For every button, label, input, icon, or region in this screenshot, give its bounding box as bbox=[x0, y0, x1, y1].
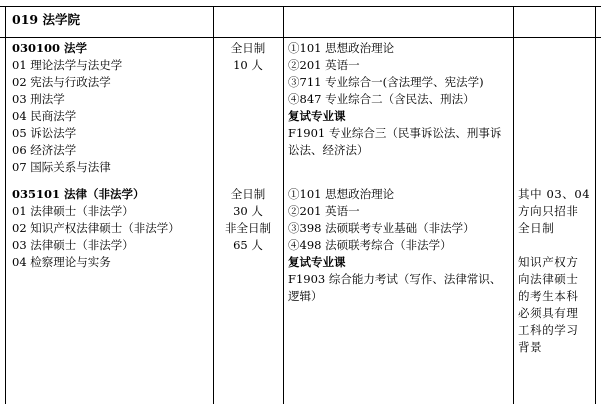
note-line: 知识产权方 bbox=[518, 255, 579, 269]
column-divider-1 bbox=[213, 6, 214, 404]
retest-subject: F1903 综合能力考试（写作、法律常识、 bbox=[288, 272, 502, 286]
exam-subject: ④498 法硕联考综合（非法学） bbox=[288, 238, 452, 252]
direction-item: 07 国际关系与法律 bbox=[12, 160, 111, 174]
direction-item: 01 法律硕士（非法学） bbox=[12, 204, 134, 218]
header-row-divider bbox=[0, 37, 601, 38]
exam-subject: ①101 思想政治理论 bbox=[288, 41, 395, 55]
direction-item: 05 诉讼法学 bbox=[12, 126, 77, 140]
note-line: 工科的学习 bbox=[518, 323, 579, 337]
note-line: 向法律硕士 bbox=[518, 272, 579, 286]
exam-subject: ①101 思想政治理论 bbox=[288, 187, 395, 201]
retest-label: 复试专业课 bbox=[288, 255, 346, 269]
enrollment-count: 65 人 bbox=[233, 238, 263, 252]
retest-subject: 讼法、经济法） bbox=[288, 143, 369, 157]
exam-subject: ②201 英语一 bbox=[288, 58, 360, 72]
note-line: 方向只招非 bbox=[518, 204, 579, 218]
direction-item: 02 宪法与行政法学 bbox=[12, 75, 111, 89]
note-line: 其中 03、04 bbox=[518, 187, 591, 201]
direction-item: 04 民商法学 bbox=[12, 109, 77, 123]
column-divider-left bbox=[5, 6, 6, 404]
program-code-title: 030100 法学 bbox=[12, 41, 88, 55]
note-line: 必须具有理 bbox=[518, 306, 579, 320]
program-code-title: 035101 法律（非法学） bbox=[12, 187, 145, 201]
note-line: 全日制 bbox=[518, 221, 555, 235]
enrollment-count: 30 人 bbox=[233, 204, 263, 218]
enrollment-count: 10 人 bbox=[233, 58, 263, 72]
exam-subject: ④847 专业综合二（含民法、刑法） bbox=[288, 92, 475, 106]
column-divider-3 bbox=[513, 6, 514, 404]
enrollment-mode: 全日制 bbox=[230, 41, 266, 55]
column-divider-2 bbox=[283, 6, 284, 404]
enrollment-mode: 非全日制 bbox=[225, 221, 271, 235]
direction-item: 03 刑法学 bbox=[12, 92, 65, 106]
retest-subject: F1901 专业综合三（民事诉讼法、刑事诉 bbox=[288, 126, 502, 140]
enrollment-mode: 全日制 bbox=[230, 187, 266, 201]
exam-subject: ③711 专业综合一(含法理学、宪法学) bbox=[288, 75, 484, 89]
direction-item: 03 法律硕士（非法学） bbox=[12, 238, 134, 252]
college-title: 019 法学院 bbox=[12, 12, 80, 27]
direction-item: 02 知识产权法律硕士（非法学） bbox=[12, 221, 180, 235]
retest-label: 复试专业课 bbox=[288, 109, 346, 123]
direction-item: 06 经济法学 bbox=[12, 143, 77, 157]
note-line: 背景 bbox=[518, 340, 543, 354]
direction-item: 04 检察理论与实务 bbox=[12, 255, 111, 269]
direction-item: 01 理论法学与法史学 bbox=[12, 58, 123, 72]
exam-subject: ②201 英语一 bbox=[288, 204, 360, 218]
table-top-border bbox=[0, 6, 601, 7]
retest-subject: 逻辑） bbox=[288, 289, 323, 303]
note-line: 的考生本科 bbox=[518, 289, 579, 303]
exam-subject: ③398 法硕联考专业基础（非法学） bbox=[288, 221, 475, 235]
